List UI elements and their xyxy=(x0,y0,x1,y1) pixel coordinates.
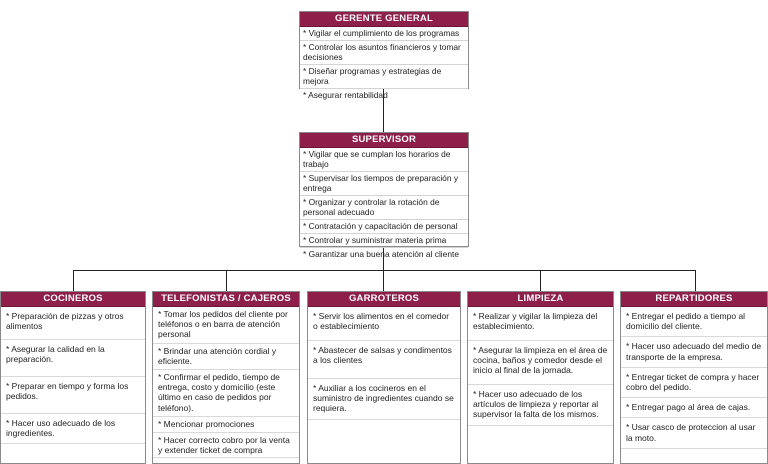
telefonistas-title: TELEFONISTAS / CAJEROS xyxy=(153,292,299,307)
cocineros-item: * Preparar en tiempo y forma los pedidos. xyxy=(1,377,145,414)
limpieza-title: LIMPIEZA xyxy=(468,292,613,307)
gerente-item: * Diseñar programas y estrategias de mejora xyxy=(300,65,468,89)
cocineros-item: * Hacer uso adecuado de los ingredientes. xyxy=(1,414,145,444)
telefonistas-item: * Tomar los pedidos del cliente por teléfonos o en barra de atención personal xyxy=(153,307,299,344)
repartidores-item: * Entregar el pedido a tiempo al domicilio del cliente. xyxy=(621,307,767,337)
limpieza-item: * Asegurar la limpieza en el área de cocina, baños y comedor desde el inicio al final de la jornada. xyxy=(468,341,613,385)
supervisor-item: * Organizar y controlar la rotación de personal adecuado xyxy=(300,196,468,220)
connector-repartidores xyxy=(695,270,696,292)
telefonistas-item: * Confirmar el pedido, tiempo de entrega, costo y domicilio (este último en caso de pedidos por teléfono). xyxy=(153,370,299,417)
telefonistas-item: * Hacer correcto cobro por la venta y extender ticket de compra xyxy=(153,433,299,458)
telefonistas-box xyxy=(152,291,300,464)
cocineros-box xyxy=(0,291,146,464)
gerente-item: * Controlar los asuntos financieros y tomar decisiones xyxy=(300,41,468,65)
cocineros-item: * Preparación de pizzas y otros alimentos xyxy=(1,307,145,340)
supervisor-box xyxy=(299,132,469,259)
repartidores-item: * Hacer uso adecuado del medio de transporte de la empresa. xyxy=(621,337,767,367)
garroteros-item: * Abastecer de salsas y condimentos a los clientes xyxy=(308,341,460,379)
connector-cocineros xyxy=(73,270,74,292)
repartidores-item: * Entregar ticket de compra y hacer cobro del pedido. xyxy=(621,368,767,398)
garroteros-item: * Servir los alimentos en el comedor o establecimiento xyxy=(308,307,460,341)
repartidores-item: * Usar casco de proteccion al usar la moto. xyxy=(621,418,767,448)
supervisor-item: * Vigilar que se cumplan los horarios de trabajo xyxy=(300,148,468,172)
supervisor-item: * Garantizar una buena atención al cliente xyxy=(303,249,459,259)
supervisor-item: * Contratación y capacitación de personal xyxy=(300,220,468,234)
limpieza-item: * Realizar y vigilar la limpieza del establecimiento. xyxy=(468,307,613,341)
connector-telefonistas xyxy=(226,270,227,292)
cocineros-title: COCINEROS xyxy=(1,292,145,307)
gerente-item: * Vigilar el cumplimiento de los programas xyxy=(300,27,468,41)
garroteros-item: * Auxiliar a los cocineros en el suministro de ingredientes cuando se requiera. xyxy=(308,379,460,420)
supervisor-item: * Supervisar los tiempos de preparación y entrega xyxy=(300,172,468,196)
telefonistas-item: * Brindar una atención cordial y eficiente. xyxy=(153,344,299,370)
supervisor-item: * Controlar y suministrar materia prima xyxy=(300,234,468,248)
connector-horizontal-bar xyxy=(73,270,695,271)
telefonistas-item: * Mencionar promociones xyxy=(153,417,299,433)
cocineros-item: * Asegurar la calidad en la preparación. xyxy=(1,340,145,377)
connector-garroteros xyxy=(383,270,384,292)
gerente-general-title: GERENTE GENERAL xyxy=(300,12,468,27)
repartidores-box xyxy=(620,291,768,464)
limpieza-box xyxy=(467,291,614,464)
repartidores-item: * Entregar pago al área de cajas. xyxy=(621,398,767,418)
garroteros-box xyxy=(307,291,461,464)
gerente-item: * Asegurar rentabilidad xyxy=(303,90,388,100)
connector-limpieza xyxy=(540,270,541,292)
repartidores-title: REPARTIDORES xyxy=(621,292,767,307)
garroteros-title: GARROTEROS xyxy=(308,292,460,307)
supervisor-title: SUPERVISOR xyxy=(300,133,468,148)
gerente-general-box xyxy=(299,11,469,100)
limpieza-item: * Hacer uso adecuado de los artículos de limpieza y reportar al supervisor la falta de los mismos. xyxy=(468,385,613,426)
